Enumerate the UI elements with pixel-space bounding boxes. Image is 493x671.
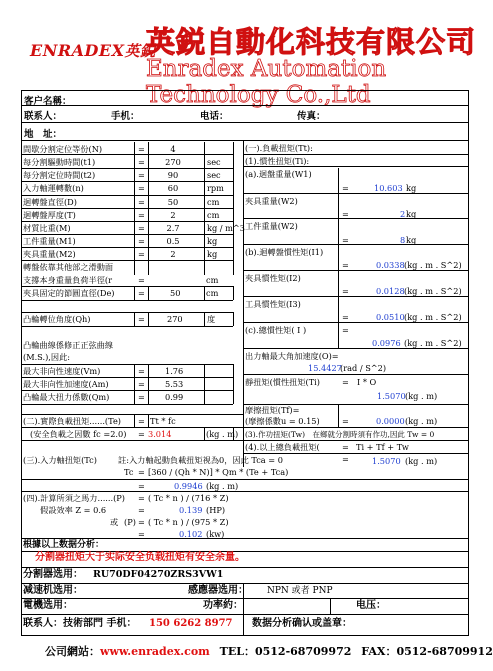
param-label: 工件重量(M1) [23,236,76,246]
power-hp-unit: (HP) [206,505,226,515]
disc-weight-unit: kg [406,183,417,193]
disc-weight-value: 10.603 [374,183,403,193]
param-eq: = [138,197,145,207]
total-load-torque-formula: Ti + Tf + Tw [356,442,409,452]
param-value: 270 [165,157,181,167]
fixture-pcd-eq: = [138,288,145,298]
param-label: 間歇分割定位等份(N) [23,144,103,154]
power-eq3: = [138,517,145,527]
vm-eq: = [138,366,145,376]
row-line [243,166,469,167]
actual-load-label: (二).實際負載扭矩......(Te) [23,416,121,426]
row-line [21,440,243,441]
friction-torque-unit: (kg . m) [405,416,438,426]
curve-note-2: (M.S.),因此: [23,352,71,362]
param-unit: kg [207,236,218,246]
analysis-title: 根據以上数据分析： [23,540,105,550]
divider [21,583,469,584]
col-sep [134,286,135,300]
disc-weight-eq: = [342,183,349,193]
qm-label: 凸輪最大扭力係數(Qm) [23,392,110,402]
reducer-label: 减速机选用： [23,585,83,596]
row-line [21,260,233,261]
row-line [243,374,469,375]
param-eq: = [138,144,145,154]
param-unit: kg / m^3 [207,223,245,233]
param-unit: sec [207,157,221,167]
am-eq: = [138,379,145,389]
row-line [21,312,233,313]
input-torque-title: (三).入力軸扭矩(Tc) [23,455,97,465]
efficiency-label: 假設效率 Z = 0.6 [40,505,107,515]
voltage-label: 电压： [356,600,386,611]
param-eq: = [138,170,145,180]
power-symbol: (P) [124,517,136,527]
param-value: 50 [167,197,179,207]
fixture-weight-unit: kg [406,209,417,219]
row-line [243,154,469,155]
fixture-inertia-label: 夾具慣性矩(I2) [245,273,301,283]
actual-load-formula: Tt * fc [150,416,176,426]
power-eq1: = [138,493,145,503]
power-approx-label: 功率約： [203,600,243,611]
divider [21,105,469,106]
company-name-cn: 英鋭自動化科技有限公司 [146,25,477,59]
company-name-en: Enradex Automation Technology Co.,Ltd [146,56,387,108]
friction-torque-value: 0.0000 [376,416,405,426]
divider [21,427,469,428]
cam-angle-value: 270 [167,314,183,324]
safety-factor-eq: = [138,429,145,439]
col-sep [243,140,244,427]
logo-text: ENRADEX [30,41,125,60]
fixture-eq: = [138,275,145,285]
customer-label: 客户名稱： [24,96,72,107]
row-line [243,244,469,245]
input-torque-note: 註:入力軸起動負載扭矩視為0，因此 Tca = 0 [118,455,283,465]
param-unit: rpm [207,183,224,193]
friction-torque-label: 摩擦扭矩(Tf)= [245,405,300,415]
divider [21,122,469,123]
col-sep [233,364,234,404]
fixture-pcd-value: 50 [170,288,181,298]
footer-tel: TEL：0512-68709972 [219,645,352,658]
tool-inertia-value: 0.0510 [376,312,405,322]
col-sep [204,364,205,404]
divider [21,140,469,141]
input-torque-value: 0.9946 [174,481,203,491]
safety-factor-label: (安全負載之因數 fc =2.0) [30,429,127,439]
static-torque-eq: = [342,377,349,387]
disc-inertia-label: (b).迴轉盤慣性矩(I1) [245,247,324,257]
tool-inertia-eq: = [342,312,349,322]
col-sep [134,364,135,404]
row-line [21,390,233,391]
col-sep [134,414,135,427]
total-inertia-value: 0.0976 [372,338,401,348]
input-torque-symbol: Tc [124,467,134,477]
workpiece-weight-value: 8 [400,235,406,245]
total-inertia-unit: (kg . m . S^2) [404,338,462,348]
am-value: 5.53 [165,379,184,389]
param-eq: = [138,157,145,167]
tech-contact-label: 联系人：技術部門 手机： [23,618,137,629]
curve-note-1: 凸輪曲線係修正正弦曲線 [23,340,114,350]
fixture-weight-value: 2 [400,209,406,219]
website-label: 公司網站： [45,645,100,658]
row-line [243,453,469,454]
disc-inertia-eq: = [342,260,349,270]
fixture-inertia-value: 0.0128 [376,286,405,296]
total-load-torque-unit: (kg . m) [405,456,438,466]
param-value: 2.7 [166,223,180,233]
param-label: 迴轉盤厚度(T) [23,210,76,220]
inertia-torque-title: (1).慣性扭矩(Ti): [245,156,310,166]
confirm-stamp-label: 数据分析确认或盖章： [252,618,352,629]
col-sep [148,414,149,427]
col-sep [134,312,135,326]
param-eq: = [138,223,145,233]
param-label: 材質比重(M) [23,223,71,233]
row-line [243,440,469,441]
fixture-unit: cm [206,275,219,285]
divider [21,567,469,568]
website-url[interactable]: www.enradex.com [100,645,210,658]
analysis-result: 分割器扭矩大于实际安全负载扭矩有安全余量。 [35,552,245,563]
fixture-note-1: 轉盤依靠其他部之滑動面 [23,262,114,272]
col-sep [148,364,149,404]
row-line [21,234,233,235]
workpiece-weight-label: 工件重量(W2) [245,221,298,231]
vm-value: 1.76 [165,366,184,376]
row-line [21,286,233,287]
qm-value: 0.99 [165,392,184,402]
fixture-note-2: 支撐本身重量負荷半徑(r [23,275,112,285]
row-line [21,221,233,222]
col-sep [148,286,149,300]
disc-inertia-value: 0.0338 [376,260,405,270]
tech-contact-mobile: 150 6262 8977 [149,618,233,629]
total-load-torque-eq2: = [342,454,349,464]
param-label: 每分割定位時間(t2) [23,170,96,180]
param-value: 4 [170,144,176,154]
col-sep [233,312,234,326]
sensor-label: 感應器选用： [188,585,248,596]
row-line [21,404,233,405]
divider [21,479,469,480]
divider [21,614,469,615]
company-logo [30,40,156,61]
total-inertia-eq: = [342,325,349,335]
total-load-torque-eq: = [342,442,349,452]
col-sep [338,404,339,427]
address-label: 地 址： [24,129,63,140]
footer [45,643,493,659]
param-label: 迴轉盤直徑(D) [23,197,77,207]
friction-coef-label: (摩擦係數u = 0.15) [245,416,320,426]
contact-label: 联系人： [24,111,63,122]
col-sep [338,168,339,348]
input-torque-eq2: = [138,481,145,491]
row-line [21,377,233,378]
param-eq: = [138,183,145,193]
input-torque-formula: [360 / (Qh * N)] * Qm * (Te + Tca) [148,467,289,477]
actual-load-unit: (kg . m) [206,429,239,439]
angular-accel-value: 15.4427 [308,363,342,373]
param-label: 夾具重量(M2) [23,249,76,259]
param-unit: cm [207,210,220,220]
param-value: 2 [170,210,176,220]
tool-inertia-label: 工具慣性矩(I3) [245,299,301,309]
phone-label: 电话： [200,111,229,122]
col-sep [233,142,234,275]
col-sep [330,598,331,614]
divider [21,598,469,599]
row-line [21,491,469,492]
row-line [21,195,233,196]
row-line [243,193,469,194]
footer-fax: FAX：0512-68709912 [361,645,493,658]
workpiece-weight-eq: = [342,235,349,245]
static-torque-unit: (kg . m) [405,391,438,401]
param-eq: = [138,236,145,246]
param-value: 0.5 [166,236,180,246]
row-line [243,270,469,271]
total-load-torque-value: 1.5070 [372,456,401,466]
work-torque-note: (3).作功扭矩(Tw) 在鄉就分割時須有作功,因此 Tw = 0 [245,430,435,439]
static-torque-label: 靜扭矩(慣性扭矩(Ti) [245,377,320,387]
power-formula-hp: ( Tc * n ) / (716 * Z) [148,493,229,503]
row-line [21,154,233,155]
power-kw-unit: (kw) [206,529,225,539]
sensor-value: NPN 或者 PNP [267,586,333,596]
row-line [243,322,469,323]
row-line [21,364,233,365]
param-value: 60 [167,183,179,193]
actual-load-eq: = [138,416,145,426]
col-sep [233,286,234,300]
power-or: 或 [110,517,119,527]
power-title: (四).計算所須之馬力......(P) [23,493,126,503]
col-sep [204,427,205,440]
logo-cn: 英鋭 [124,42,156,60]
fixture-weight-label: 夾具重量(W2) [245,196,298,206]
row-line [21,181,233,182]
fixture-inertia-unit: (kg . m . S^2) [404,286,462,296]
param-value: 2 [170,249,176,259]
indexer-selection-label: 分割器选用： [23,569,83,580]
tool-inertia-unit: (kg . m . S^2) [404,312,462,322]
row-line [243,218,469,219]
cam-angle-label: 凸輪轉位角度(Qh) [23,314,91,324]
col-sep [204,312,205,326]
vm-label: 最大非向性速度(Vm) [23,366,101,376]
total-inertia-label: (c).總慣性矩( I ) [245,325,307,335]
param-label: 每分割驅動時間(t1) [23,157,96,167]
param-unit: sec [207,170,221,180]
col-sep [204,286,205,300]
cam-angle-unit: 度 [207,314,216,324]
row-line [243,296,469,297]
motor-label: 電機选用： [23,600,73,611]
disc-weight-label: (a).迴盤重量(W1) [245,169,312,179]
friction-torque-eq: = [342,416,349,426]
row-line [21,247,233,248]
mobile-label: 手机： [111,111,140,122]
fax-label: 传真： [297,111,326,122]
power-eq2: = [138,505,145,515]
param-eq: = [138,249,145,259]
power-formula-kw: ( Tc * n ) / (975 * Z) [148,517,229,527]
angular-accel-unit: (rad / S^2) [340,363,387,373]
load-torque-title: (一).負載扭矩(Tt): [245,143,313,153]
fixture-pcd-unit: cm [206,288,219,298]
param-unit: cm [207,197,220,207]
power-kw-value: 0.102 [179,529,203,539]
col-sep [148,312,149,326]
input-torque-eq1: = [138,467,145,477]
actual-load-value: 3.014 [148,429,172,439]
total-load-torque-label: (4).以上總負載扭矩( [245,442,320,452]
param-value: 90 [167,170,179,180]
power-hp-value: 0.139 [179,505,203,515]
row-line [21,168,233,169]
fixture-inertia-eq: = [342,286,349,296]
fixture-pcd-label: 夾具固定的節圓直徑(De) [23,288,115,298]
angular-accel-label: 出力軸最大角加速度(O)= [245,351,339,361]
row-line [243,348,469,349]
divider [21,538,469,539]
workpiece-weight-unit: kg [406,235,417,245]
row-line [21,414,243,415]
param-unit: kg [207,249,218,259]
static-torque-value: 1.5070 [377,391,406,401]
am-label: 最大非向性加速度(Am) [23,379,109,389]
row-line [21,326,233,327]
qm-eq: = [138,392,145,402]
disc-inertia-unit: (kg . m . S^2) [404,260,462,270]
static-torque-formula: I * O [357,377,377,387]
row-line [21,208,233,209]
row-line [21,300,233,301]
param-eq: = [138,210,145,220]
fixture-weight-eq: = [342,209,349,219]
cam-angle-eq: = [138,314,145,324]
power-eq4: = [138,529,145,539]
indexer-model: RU70DF04270ZRS3VW1 [93,569,224,580]
input-torque-unit: (kg . m) [206,481,239,491]
param-label: 入力軸運轉數(n) [23,183,84,193]
